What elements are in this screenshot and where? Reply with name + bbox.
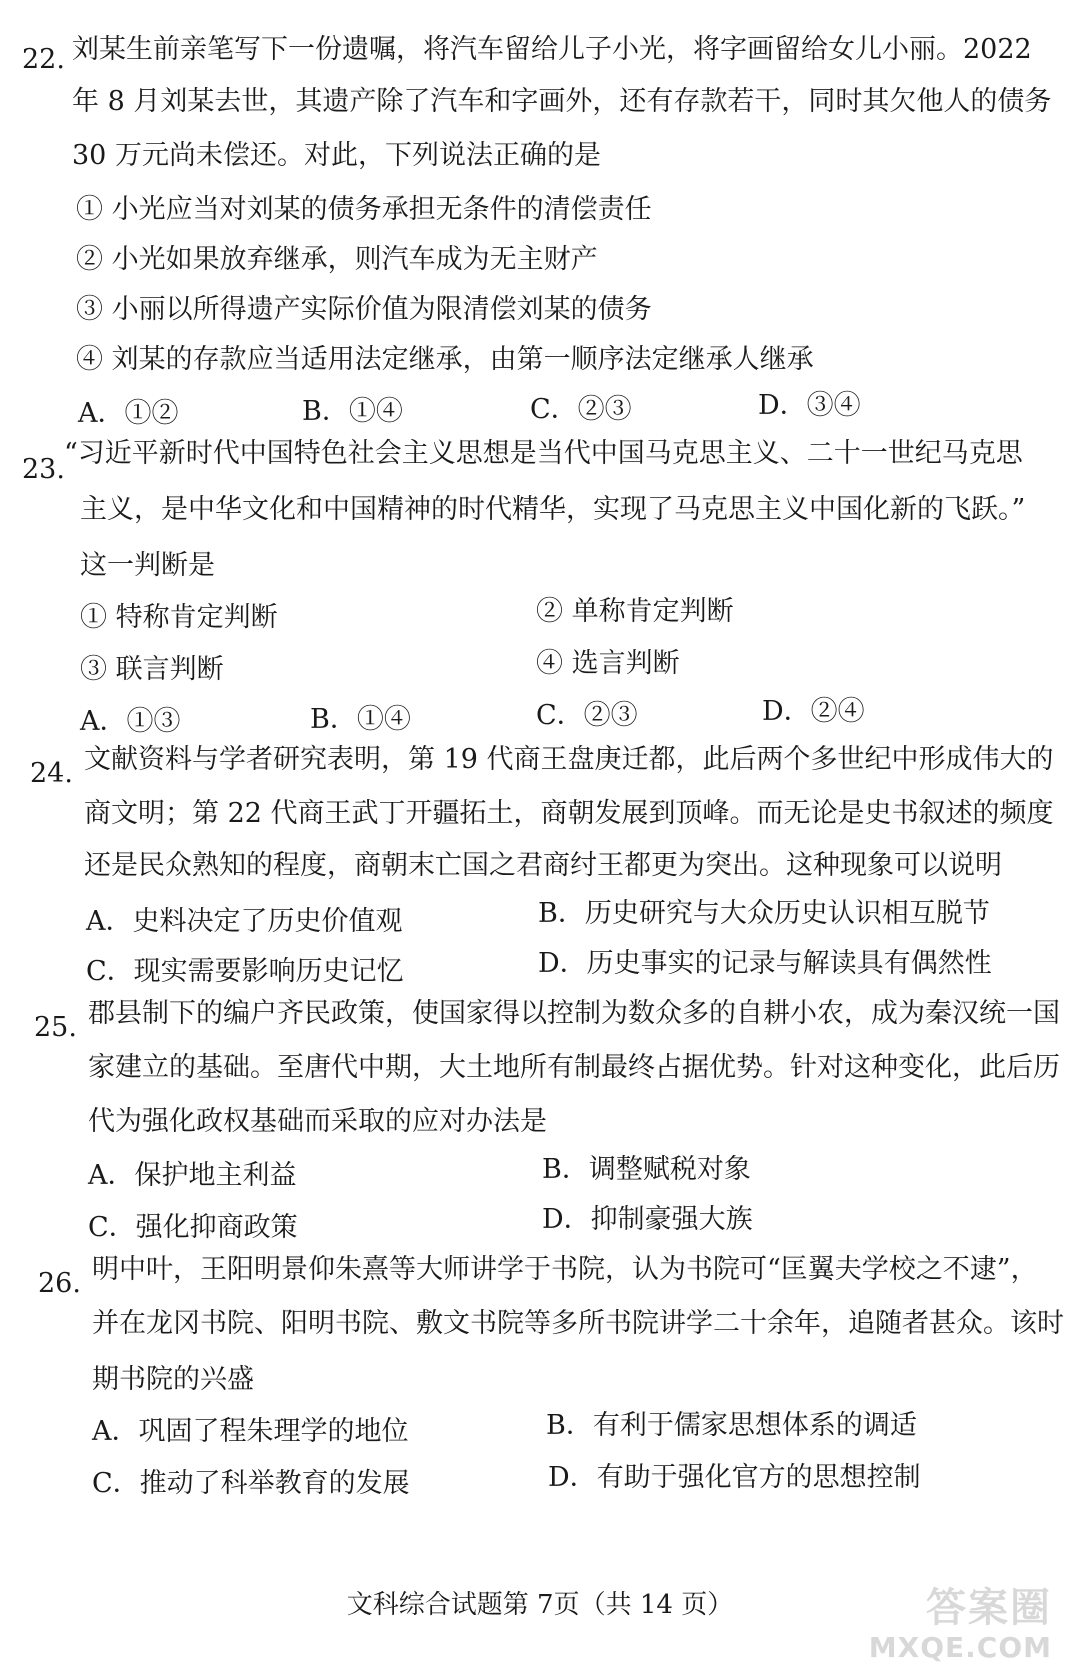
option-d: D．②④ (762, 696, 865, 727)
watermark-text: 答案圈 (926, 1584, 1052, 1631)
question-stem-line: 还是民众熟知的程度，商朝末亡国之君商纣王都更为突出。这种现象可以说明 (84, 850, 1002, 881)
question-number: 25. (34, 1012, 77, 1043)
statement: ② 单称肯定判断 (536, 596, 734, 627)
question-stem-line: 明中叶，王阳明景仰朱熹等大师讲学于书院，认为书院可“匡翼夫学校之不逮”， (92, 1254, 1038, 1285)
question-stem-line: 主义，是中华文化和中国精神的时代精华，实现了马克思主义中国化新的飞跃。” (80, 494, 1026, 525)
option-d: D．历史事实的记录与解读具有偶然性 (538, 948, 992, 979)
watermark-logo (852, 1584, 1052, 1668)
statement: ④ 刘某的存款应当适用法定继承，由第一顺序法定继承人继承 (76, 344, 814, 375)
statement: ③ 联言判断 (80, 654, 224, 685)
question-stem-line: 代为强化政权基础而采取的应对办法是 (88, 1106, 547, 1137)
page-footer: 文科综合试题第 7页（共 14 页） (346, 1590, 734, 1620)
question-number: 24. (30, 758, 73, 789)
option-c: C．推动了科举教育的发展 (92, 1468, 410, 1499)
option-b: B．调整赋税对象 (542, 1154, 751, 1185)
option-b: B．历史研究与大众历史认识相互脱节 (538, 898, 990, 929)
option-c: C．②③ (530, 394, 632, 425)
statement: ③ 小丽以所得遗产实际价值为限清偿刘某的债务 (76, 294, 652, 325)
option-c: C．②③ (536, 700, 638, 731)
question-stem-line: “习近平新时代中国特色社会主义思想是当代中国马克思主义、二十一世纪马克思 (64, 438, 1023, 469)
option-d: D．抑制豪强大族 (542, 1204, 753, 1235)
option-c: C．现实需要影响历史记忆 (86, 956, 404, 987)
question-stem-line: 郡县制下的编户齐民政策，使国家得以控制为数众多的自耕小农，成为秦汉统一国 (88, 998, 1060, 1029)
option-c: C．强化抑商政策 (88, 1212, 298, 1243)
question-number: 26. (38, 1268, 81, 1299)
option-a: A．①② (78, 398, 179, 429)
option-b: B．①④ (302, 396, 403, 427)
option-b: B．有利于儒家思想体系的调适 (546, 1410, 917, 1441)
question-number: 22. (22, 44, 65, 75)
option-b: B．①④ (310, 704, 411, 735)
statement: ① 小光应当对刘某的债务承担无条件的清偿责任 (76, 194, 652, 225)
question-stem-line: 文献资料与学者研究表明，第 19 代商王盘庚迁都，此后两个多世纪中形成伟大的 (84, 744, 1054, 775)
question-stem-line: 年 8 月刘某去世，其遗产除了汽车和字画外，还有存款若干，同时其欠他人的债务 (72, 86, 1052, 117)
option-d: D．③④ (758, 390, 861, 421)
question-stem-line: 并在龙冈书院、阳明书院、敷文书院等多所书院讲学二十余年，追随者甚众。该时 (92, 1308, 1064, 1339)
question-stem-line: 这一判断是 (80, 550, 215, 581)
watermark-url: MXQE.COM (868, 1631, 1052, 1664)
question-number: 23. (22, 454, 65, 485)
question-stem-line: 商文明；第 22 代商王武丁开疆拓土，商朝发展到顶峰。而无论是史书叙述的频度 (84, 798, 1054, 829)
option-d: D．有助于强化官方的思想控制 (548, 1462, 921, 1493)
option-a: A．保护地主利益 (88, 1160, 297, 1191)
option-a: A．史料决定了历史价值观 (86, 906, 403, 937)
question-stem-line: 家建立的基础。至唐代中期，大土地所有制最终占据优势。针对这种变化，此后历 (88, 1052, 1060, 1083)
statement: ④ 选言判断 (536, 648, 680, 679)
option-a: A．巩固了程朱理学的地位 (92, 1416, 409, 1447)
statement: ① 特称肯定判断 (80, 602, 278, 633)
question-stem-line: 刘某生前亲笔写下一份遗嘱，将汽车留给儿子小光，将字画留给女儿小丽。2022 (72, 34, 1032, 65)
statement: ② 小光如果放弃继承，则汽车成为无主财产 (76, 244, 598, 275)
question-stem-line: 30 万元尚未偿还。对此，下列说法正确的是 (72, 140, 601, 171)
question-stem-line: 期书院的兴盛 (92, 1364, 254, 1395)
option-a: A．①③ (80, 706, 181, 737)
